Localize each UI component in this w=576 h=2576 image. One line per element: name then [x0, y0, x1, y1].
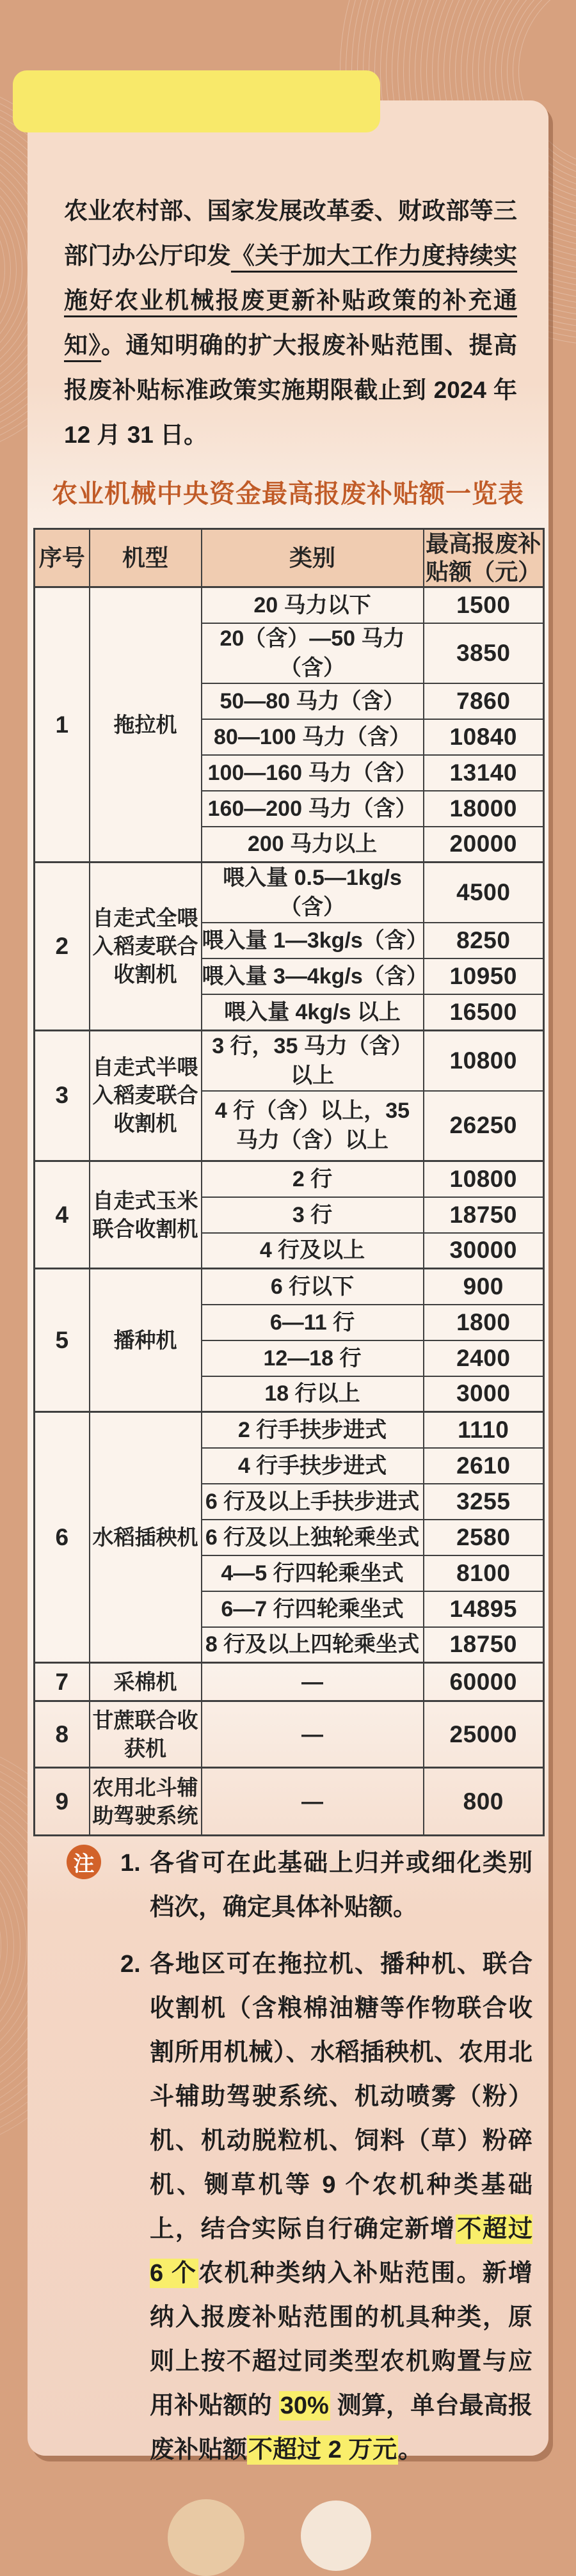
note-plain-text: 。 — [398, 2437, 423, 2463]
cell-category: 喂入量 3—4kg/s（含） — [202, 958, 424, 994]
cell-machine-type: 采棉机 — [90, 1663, 202, 1701]
cell-amount: 3255 — [424, 1484, 544, 1520]
swirl-arc — [0, 1843, 8, 2049]
note-item-number: 2. — [120, 1951, 141, 1978]
table-row — [35, 1701, 544, 1768]
cell-category: 6 行及以上手扶步进式 — [202, 1484, 424, 1520]
cell-amount: 2610 — [424, 1448, 544, 1484]
swirl-arc — [0, 1849, 1, 2042]
table-row — [35, 1269, 544, 1305]
note-item — [120, 1841, 532, 1930]
cell-category: — — [202, 1663, 424, 1701]
cell-amount: 1110 — [424, 1412, 544, 1448]
notes-section — [120, 1841, 532, 2472]
cell-amount: 10800 — [424, 1030, 544, 1091]
cell-category: 8 行及以上四轮乘坐式 — [202, 1627, 424, 1663]
table-row — [35, 1161, 544, 1197]
cell-amount: 60000 — [424, 1663, 544, 1701]
cell-category: 160—200 马力（含） — [202, 791, 424, 827]
note-plain-text: 各地区可在拖拉机、播种机、联合收割机（含粮棉油糖等作物联合收割所用机械）、水稻插秧机、农用北斗辅助驾驶系统、机动喷雾（粉）机、机动脱粒机、饲料（草）粉碎机、铡草机等 9 个农机种类基础上，结合实际自行确定新增 — [150, 1951, 532, 2243]
cell-category: 6 行及以上独轮乘坐式 — [202, 1520, 424, 1555]
intro-post-text: 。通知明确的扩大报废补贴范围、提高报废补贴标准政策实施期限截止到 2024 年 12 月 31 日。 — [64, 332, 518, 448]
cell-machine-type: 自走式玉米联合收割机 — [90, 1161, 202, 1269]
cell-category: 3 行 — [202, 1197, 424, 1233]
cell-machine-type: 播种机 — [90, 1269, 202, 1412]
cell-category: 4 行手扶步进式 — [202, 1448, 424, 1484]
cell-row-number: 9 — [35, 1768, 90, 1836]
cell-category: 喂入量 4kg/s 以上 — [202, 994, 424, 1030]
cell-amount: 900 — [424, 1269, 544, 1305]
cell-category: 2 行手扶步进式 — [202, 1412, 424, 1448]
table-row — [35, 1663, 544, 1701]
cell-amount: 2400 — [424, 1340, 544, 1376]
cell-amount: 26250 — [424, 1091, 544, 1161]
cell-amount: 30000 — [424, 1233, 544, 1269]
cell-amount: 10950 — [424, 958, 544, 994]
cell-amount: 3850 — [424, 623, 544, 683]
cell-machine-type: 甘蔗联合收获机 — [90, 1701, 202, 1768]
cell-amount: 16500 — [424, 994, 544, 1030]
cell-amount: 25000 — [424, 1701, 544, 1768]
cell-machine-type: 农用北斗辅助驾驶系统 — [90, 1768, 202, 1836]
cell-category: 50—80 马力（含） — [202, 683, 424, 719]
table-row — [35, 587, 544, 623]
cell-category: 20（含）—50 马力（含） — [202, 623, 424, 683]
cell-amount: 10840 — [424, 719, 544, 755]
table-row — [35, 1412, 544, 1448]
note-item — [120, 1943, 532, 2472]
table-header-row — [35, 529, 544, 587]
swirl-arc — [0, 159, 28, 380]
header-cell-category: 类别 — [202, 529, 424, 587]
cell-category: 2 行 — [202, 1161, 424, 1197]
cell-row-number: 4 — [35, 1161, 90, 1269]
cell-category: 100—160 马力（含） — [202, 755, 424, 791]
cell-amount: 18000 — [424, 791, 544, 827]
swirl-arc — [0, 182, 5, 357]
cell-amount: 8100 — [424, 1555, 544, 1591]
cell-row-number: 6 — [35, 1412, 90, 1663]
note-plain-text: 各省可在此基础上归并或细化类别档次，确定具体补贴额。 — [150, 1850, 532, 1921]
cell-category: 4—5 行四轮乘坐式 — [202, 1555, 424, 1591]
cell-machine-type: 水稻插秧机 — [90, 1412, 202, 1663]
cell-amount: 18750 — [424, 1197, 544, 1233]
swirl-arc — [0, 176, 11, 363]
cell-amount: 1800 — [424, 1305, 544, 1340]
table-title: 农业机械中央资金最高报废补贴额一览表 — [52, 480, 524, 508]
content-card — [28, 100, 548, 2463]
swirl-arc — [0, 164, 22, 374]
cell-machine-type: 自走式半喂入稻麦联合收割机 — [90, 1030, 202, 1161]
cell-category: 80—100 马力（含） — [202, 719, 424, 755]
cell-row-number: 7 — [35, 1663, 90, 1701]
page-title-pill — [13, 70, 380, 132]
cell-amount: 3000 — [424, 1376, 544, 1412]
cell-amount: 7860 — [424, 683, 544, 719]
note-item-text — [150, 1943, 532, 2472]
cell-category: 6—11 行 — [202, 1305, 424, 1340]
swirl-arc — [0, 1824, 27, 2068]
cell-amount: 8250 — [424, 923, 544, 958]
cell-amount: 14895 — [424, 1591, 544, 1627]
cell-amount: 13140 — [424, 755, 544, 791]
note-badge: 注 — [67, 1845, 101, 1879]
intro-paragraph — [64, 189, 517, 457]
cell-amount: 1500 — [424, 587, 544, 623]
cell-amount: 10800 — [424, 1161, 544, 1197]
note-highlighted-text: 不超过 2 万元 — [248, 2437, 397, 2463]
bottom-decor-circle-right — [301, 2500, 371, 2571]
cell-category: 18 行以上 — [202, 1376, 424, 1412]
header-cell-machine: 机型 — [90, 529, 202, 587]
cell-category: 喂入量 0.5—1kg/s（含） — [202, 863, 424, 923]
note-item-number: 1. — [120, 1850, 141, 1877]
cell-row-number: 1 — [35, 587, 90, 863]
swirl-arc — [0, 1830, 20, 2062]
cell-amount: 800 — [424, 1768, 544, 1836]
cell-row-number: 5 — [35, 1269, 90, 1412]
cell-category: 12—18 行 — [202, 1340, 424, 1376]
cell-machine-type: 自走式全喂入稻麦联合收割机 — [90, 863, 202, 1031]
cell-amount: 18750 — [424, 1627, 544, 1663]
cell-category: 4 行（含）以上，35 马力（含）以上 — [202, 1091, 424, 1161]
header-cell-amount: 最高报废补贴额（元） — [424, 529, 544, 587]
cell-category: 4 行及以上 — [202, 1233, 424, 1269]
cell-category: 6 行以下 — [202, 1269, 424, 1305]
swirl-arc — [0, 1836, 14, 2055]
table-row — [35, 863, 544, 923]
cell-row-number: 8 — [35, 1701, 90, 1768]
cell-category: 6—7 行四轮乘坐式 — [202, 1591, 424, 1627]
cell-row-number: 3 — [35, 1030, 90, 1161]
cell-category: — — [202, 1768, 424, 1836]
note-highlighted-text: 30% — [280, 2392, 329, 2419]
cell-amount: 2580 — [424, 1520, 544, 1555]
cell-amount: 4500 — [424, 863, 544, 923]
cell-category: 喂入量 1—3kg/s（含） — [202, 923, 424, 958]
cell-row-number: 2 — [35, 863, 90, 1031]
cell-category: 20 马力以下 — [202, 587, 424, 623]
note-plain-text: 测算，单台最高报废补贴额 — [150, 2392, 532, 2463]
intro-pre-text: 农业农村部、国家发展改革委、财政部等三部门办公厅印发 — [64, 198, 517, 269]
header-cell-no: 序号 — [35, 529, 90, 587]
cell-machine-type: 拖拉机 — [90, 587, 202, 863]
table-row — [35, 1030, 544, 1091]
cell-category: 3 行，35 马力（含）以上 — [202, 1030, 424, 1091]
cell-category: 200 马力以上 — [202, 827, 424, 863]
cell-amount: 20000 — [424, 827, 544, 863]
bottom-decor-circle-left — [168, 2499, 244, 2576]
cell-category: — — [202, 1701, 424, 1768]
intro-document-title: 《关于加大工作力度持续实施好农业机械报废更新补贴政策的补充通知》 — [64, 242, 518, 358]
note-item-text — [150, 1841, 532, 1930]
subsidy-table — [33, 528, 545, 1836]
swirl-arc — [0, 170, 17, 369]
table-row — [35, 1768, 544, 1836]
note-plain-text: 农机种类纳入补贴范围。新增纳入报废补贴范围的机具种类，原则上按不超过同类型农机购置与应用补贴额的 — [150, 2260, 532, 2419]
note-highlighted-text: 不超过 6 个 — [150, 2216, 532, 2287]
